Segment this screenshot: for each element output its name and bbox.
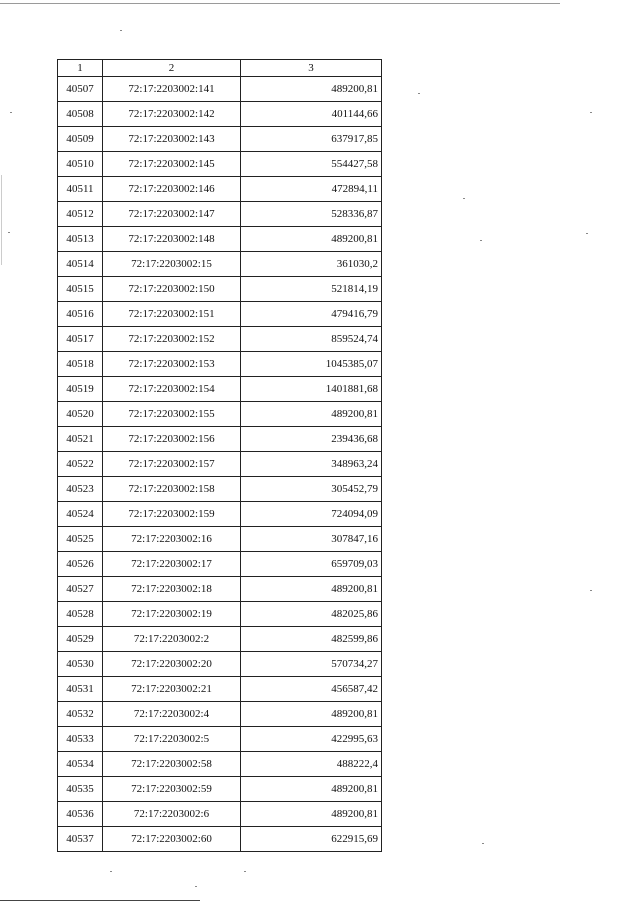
cadastral-number-cell: 72:17:2203002:158 xyxy=(103,477,241,502)
row-number-cell: 40515 xyxy=(58,277,103,302)
column-header-1: 1 xyxy=(58,60,103,77)
row-number-cell: 40528 xyxy=(58,602,103,627)
cadastral-number-cell: 72:17:2203002:141 xyxy=(103,77,241,102)
row-number-cell: 40532 xyxy=(58,702,103,727)
table-row xyxy=(58,102,382,127)
row-number-cell: 40519 xyxy=(58,377,103,402)
row-number-cell: 40516 xyxy=(58,302,103,327)
value-cell: 482025,86 xyxy=(241,602,382,627)
value-cell: 489200,81 xyxy=(241,802,382,827)
cadastral-number-cell: 72:17:2203002:153 xyxy=(103,352,241,377)
cadastral-number-cell: 72:17:2203002:2 xyxy=(103,627,241,652)
row-number-cell: 40526 xyxy=(58,552,103,577)
row-number-cell: 40529 xyxy=(58,627,103,652)
cadastral-number-cell: 72:17:2203002:157 xyxy=(103,452,241,477)
row-number-cell: 40512 xyxy=(58,202,103,227)
row-number-cell: 40511 xyxy=(58,177,103,202)
cadastral-number-cell: 72:17:2203002:147 xyxy=(103,202,241,227)
scan-speck xyxy=(590,590,592,591)
scan-speck xyxy=(8,232,10,233)
table-row xyxy=(58,502,382,527)
row-number-cell: 40517 xyxy=(58,327,103,352)
table-row xyxy=(58,377,382,402)
cadastral-number-cell: 72:17:2203002:151 xyxy=(103,302,241,327)
value-cell: 422995,63 xyxy=(241,727,382,752)
cadastral-number-cell: 72:17:2203002:156 xyxy=(103,427,241,452)
cadastral-number-cell: 72:17:2203002:15 xyxy=(103,252,241,277)
table-body xyxy=(58,77,382,852)
value-cell: 637917,85 xyxy=(241,127,382,152)
row-number-cell: 40524 xyxy=(58,502,103,527)
table-row xyxy=(58,252,382,277)
cadastral-number-cell: 72:17:2203002:60 xyxy=(103,827,241,852)
row-number-cell: 40508 xyxy=(58,102,103,127)
scan-speck xyxy=(418,93,420,94)
value-cell: 489200,81 xyxy=(241,402,382,427)
row-number-cell: 40513 xyxy=(58,227,103,252)
row-number-cell: 40537 xyxy=(58,827,103,852)
value-cell: 305452,79 xyxy=(241,477,382,502)
scan-speck xyxy=(195,886,197,887)
value-cell: 307847,16 xyxy=(241,527,382,552)
row-number-cell: 40536 xyxy=(58,802,103,827)
cadastral-number-cell: 72:17:2203002:159 xyxy=(103,502,241,527)
table-row xyxy=(58,402,382,427)
scan-speck xyxy=(110,871,112,872)
scan-speck xyxy=(244,871,246,872)
table-row xyxy=(58,277,382,302)
page-bottom-edge-line xyxy=(0,900,200,901)
table-row xyxy=(58,627,382,652)
cadastral-number-cell: 72:17:2203002:145 xyxy=(103,152,241,177)
value-cell: 482599,86 xyxy=(241,627,382,652)
table-row xyxy=(58,802,382,827)
value-cell: 489200,81 xyxy=(241,702,382,727)
row-number-cell: 40535 xyxy=(58,777,103,802)
row-number-cell: 40527 xyxy=(58,577,103,602)
table-row xyxy=(58,127,382,152)
cadastral-number-cell: 72:17:2203002:148 xyxy=(103,227,241,252)
row-number-cell: 40507 xyxy=(58,77,103,102)
scan-speck xyxy=(480,240,482,241)
value-cell: 239436,68 xyxy=(241,427,382,452)
scan-speck xyxy=(590,112,592,113)
value-cell: 401144,66 xyxy=(241,102,382,127)
table-row xyxy=(58,477,382,502)
table-row xyxy=(58,602,382,627)
scan-speck xyxy=(120,30,122,31)
table-row xyxy=(58,227,382,252)
value-cell: 456587,42 xyxy=(241,677,382,702)
column-header-2: 2 xyxy=(103,60,241,77)
value-cell: 489200,81 xyxy=(241,577,382,602)
table-row xyxy=(58,427,382,452)
cadastral-number-cell: 72:17:2203002:16 xyxy=(103,527,241,552)
row-number-cell: 40520 xyxy=(58,402,103,427)
cadastral-number-cell: 72:17:2203002:143 xyxy=(103,127,241,152)
table-row xyxy=(58,827,382,852)
row-number-cell: 40533 xyxy=(58,727,103,752)
table-row xyxy=(58,452,382,477)
value-cell: 489200,81 xyxy=(241,227,382,252)
value-cell: 859524,74 xyxy=(241,327,382,352)
cadastral-number-cell: 72:17:2203002:4 xyxy=(103,702,241,727)
table-row xyxy=(58,152,382,177)
table-row xyxy=(58,527,382,552)
cadastral-number-cell: 72:17:2203002:59 xyxy=(103,777,241,802)
value-cell: 659709,03 xyxy=(241,552,382,577)
scan-speck xyxy=(463,198,465,199)
column-header-3: 3 xyxy=(241,60,382,77)
value-cell: 528336,87 xyxy=(241,202,382,227)
table-row xyxy=(58,702,382,727)
page-top-edge-line xyxy=(0,3,560,4)
table-row xyxy=(58,577,382,602)
table-row xyxy=(58,727,382,752)
row-number-cell: 40510 xyxy=(58,152,103,177)
table-row xyxy=(58,352,382,377)
table-row xyxy=(58,552,382,577)
value-cell: 489200,81 xyxy=(241,777,382,802)
cadastral-number-cell: 72:17:2203002:154 xyxy=(103,377,241,402)
value-cell: 521814,19 xyxy=(241,277,382,302)
value-cell: 479416,79 xyxy=(241,302,382,327)
cadastral-number-cell: 72:17:2203002:17 xyxy=(103,552,241,577)
row-number-cell: 40530 xyxy=(58,652,103,677)
cadastral-number-cell: 72:17:2203002:20 xyxy=(103,652,241,677)
value-cell: 1045385,07 xyxy=(241,352,382,377)
value-cell: 1401881,68 xyxy=(241,377,382,402)
row-number-cell: 40518 xyxy=(58,352,103,377)
value-cell: 361030,2 xyxy=(241,252,382,277)
scan-speck xyxy=(482,843,484,844)
table-row xyxy=(58,327,382,352)
table-row xyxy=(58,677,382,702)
land-plots-table xyxy=(57,59,382,852)
row-number-cell: 40531 xyxy=(58,677,103,702)
table-row xyxy=(58,652,382,677)
row-number-cell: 40514 xyxy=(58,252,103,277)
row-number-cell: 40521 xyxy=(58,427,103,452)
cadastral-number-cell: 72:17:2203002:146 xyxy=(103,177,241,202)
value-cell: 488222,4 xyxy=(241,752,382,777)
cadastral-number-cell: 72:17:2203002:18 xyxy=(103,577,241,602)
value-cell: 472894,11 xyxy=(241,177,382,202)
cadastral-number-cell: 72:17:2203002:58 xyxy=(103,752,241,777)
value-cell: 554427,58 xyxy=(241,152,382,177)
cadastral-number-cell: 72:17:2203002:152 xyxy=(103,327,241,352)
cadastral-number-cell: 72:17:2203002:19 xyxy=(103,602,241,627)
scan-speck xyxy=(586,233,588,234)
row-number-cell: 40523 xyxy=(58,477,103,502)
row-number-cell: 40509 xyxy=(58,127,103,152)
scan-speck xyxy=(10,112,12,113)
cadastral-number-cell: 72:17:2203002:21 xyxy=(103,677,241,702)
cadastral-number-cell: 72:17:2203002:142 xyxy=(103,102,241,127)
binding-margin-mark xyxy=(1,175,2,265)
table-row xyxy=(58,302,382,327)
table-row xyxy=(58,202,382,227)
table-row xyxy=(58,752,382,777)
value-cell: 489200,81 xyxy=(241,77,382,102)
row-number-cell: 40534 xyxy=(58,752,103,777)
cadastral-number-cell: 72:17:2203002:150 xyxy=(103,277,241,302)
cadastral-number-cell: 72:17:2203002:5 xyxy=(103,727,241,752)
value-cell: 570734,27 xyxy=(241,652,382,677)
row-number-cell: 40522 xyxy=(58,452,103,477)
value-cell: 622915,69 xyxy=(241,827,382,852)
table-header-row xyxy=(58,60,382,77)
table-row xyxy=(58,77,382,102)
cadastral-number-cell: 72:17:2203002:6 xyxy=(103,802,241,827)
cadastral-number-cell: 72:17:2203002:155 xyxy=(103,402,241,427)
row-number-cell: 40525 xyxy=(58,527,103,552)
value-cell: 348963,24 xyxy=(241,452,382,477)
value-cell: 724094,09 xyxy=(241,502,382,527)
table-row xyxy=(58,177,382,202)
table-row xyxy=(58,777,382,802)
